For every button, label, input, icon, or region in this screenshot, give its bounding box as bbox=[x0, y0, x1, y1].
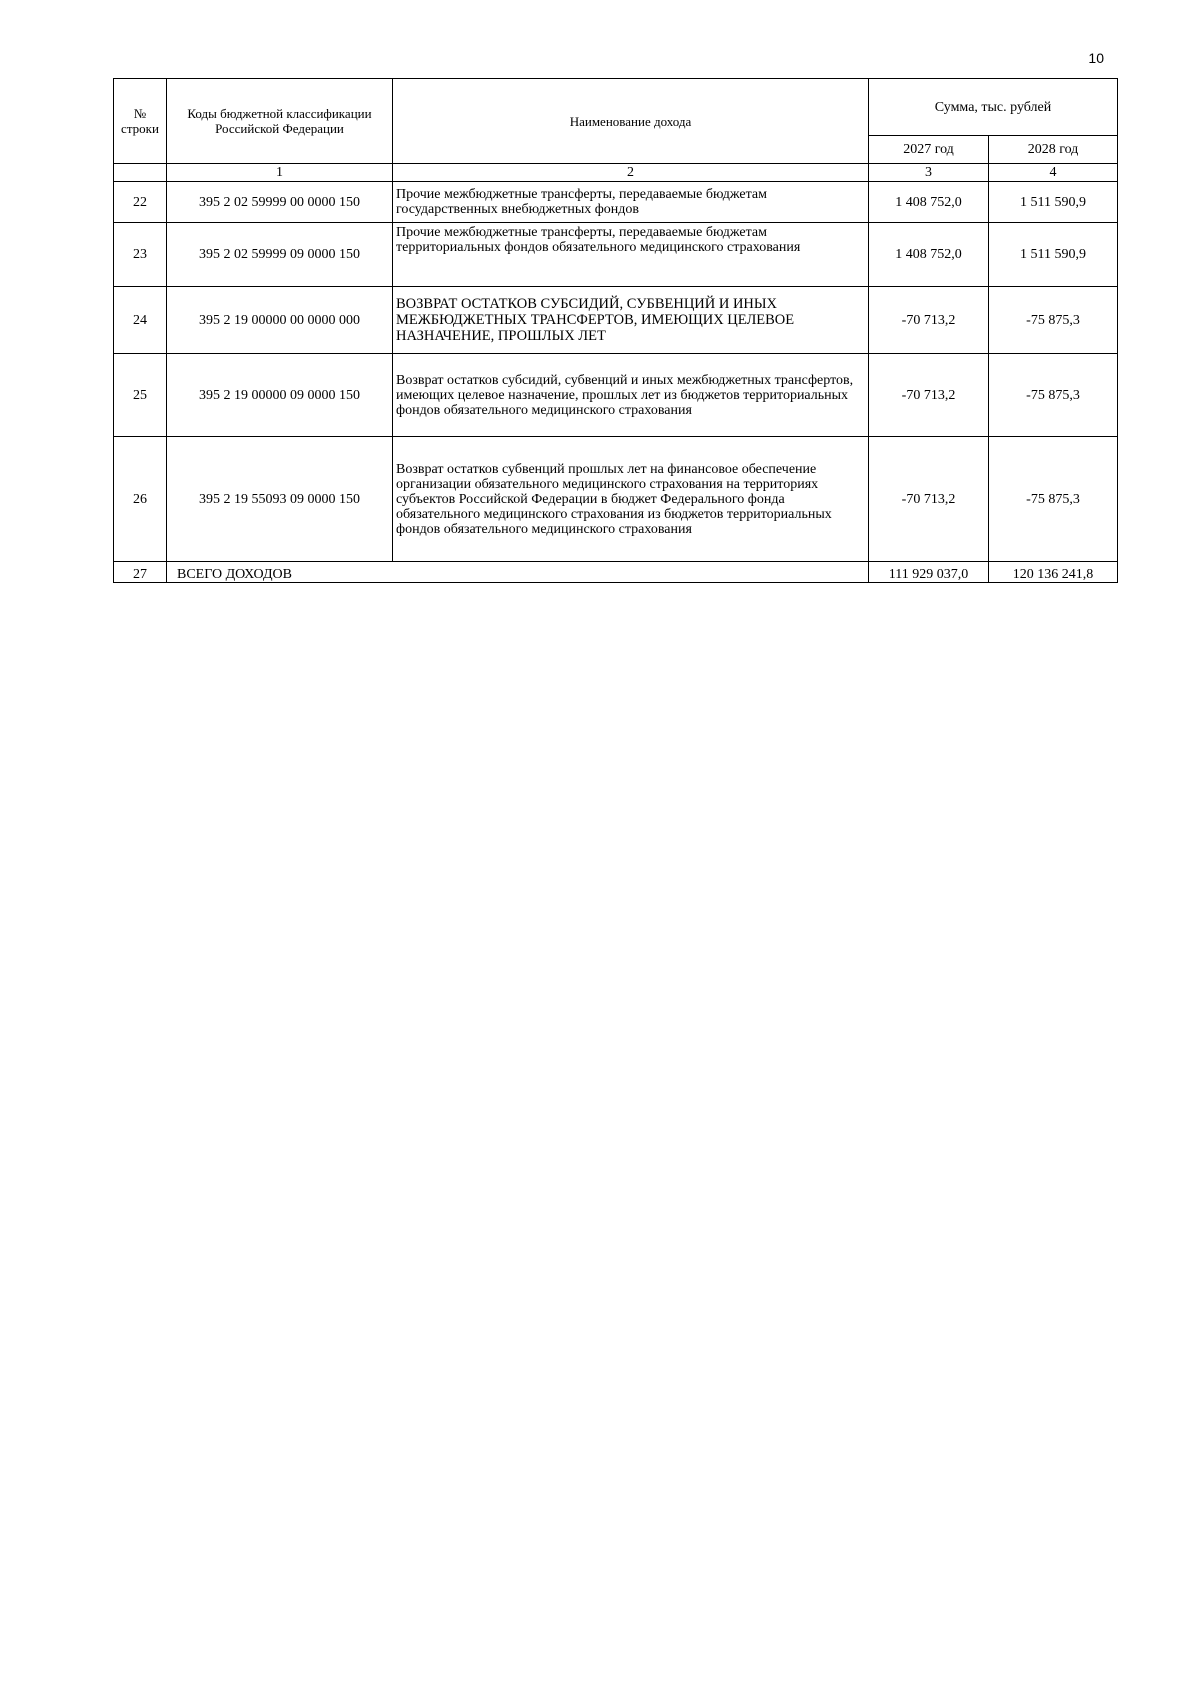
header-sum: Сумма, тыс. рублей bbox=[869, 79, 1118, 136]
total-row bbox=[114, 562, 1118, 583]
row-name: Прочие межбюджетные трансферты, передаваемые бюджетам государственных внебюджетных фондов bbox=[393, 182, 869, 223]
row-code: 395 2 19 00000 09 0000 150 bbox=[167, 354, 393, 437]
row-value-2027: 1 408 752,0 bbox=[869, 223, 989, 287]
header-year-2027: 2027 год bbox=[869, 136, 989, 164]
column-number: 4 bbox=[989, 164, 1118, 182]
row-name: Возврат остатков субвенций прошлых лет на финансовое обеспечение организации обязательного медицинского страхования на территориях субъектов Российской Федерации в бюджет Федерального фонда обязательного медицинского страхования из бюджетов территориальных фондов обязательного медицинского страхования bbox=[393, 437, 869, 562]
header-revenue-name: Наименование дохода bbox=[393, 79, 869, 164]
row-code: 395 2 02 59999 00 0000 150 bbox=[167, 182, 393, 223]
row-name: ВОЗВРАТ ОСТАТКОВ СУБСИДИЙ, СУБВЕНЦИЙ И ИНЫХ МЕЖБЮДЖЕТНЫХ ТРАНСФЕРТОВ, ИМЕЮЩИХ ЦЕЛЕВОЕ НАЗНАЧЕНИЕ, ПРОШЛЫХ ЛЕТ bbox=[393, 287, 869, 354]
revenue-table bbox=[113, 78, 1118, 583]
row-code: 395 2 19 55093 09 0000 150 bbox=[167, 437, 393, 562]
column-number: 1 bbox=[167, 164, 393, 182]
row-name: Возврат остатков субсидий, субвенций и иных межбюджетных трансфертов, имеющих целевое назначение, прошлых лет из бюджетов территориальных фондов обязательного медицинского страхования bbox=[393, 354, 869, 437]
row-number: 25 bbox=[114, 354, 167, 437]
total-label: ВСЕГО ДОХОДОВ bbox=[167, 562, 869, 583]
total-row-number: 27 bbox=[114, 562, 167, 583]
header-budget-codes: Коды бюджетной классификации Российской Федерации bbox=[167, 79, 393, 164]
total-value-2028: 120 136 241,8 bbox=[989, 562, 1118, 583]
row-value-2028: 1 511 590,9 bbox=[989, 182, 1118, 223]
row-name: Прочие межбюджетные трансферты, передаваемые бюджетам территориальных фондов обязательного медицинского страхования bbox=[393, 223, 869, 287]
table-row bbox=[114, 223, 1118, 287]
row-number: 22 bbox=[114, 182, 167, 223]
column-number-blank bbox=[114, 164, 167, 182]
row-code: 395 2 02 59999 09 0000 150 bbox=[167, 223, 393, 287]
column-number: 3 bbox=[869, 164, 989, 182]
header-year-2028: 2028 год bbox=[989, 136, 1118, 164]
row-value-2027: 1 408 752,0 bbox=[869, 182, 989, 223]
row-value-2027: -70 713,2 bbox=[869, 354, 989, 437]
page-number: 10 bbox=[1088, 50, 1104, 66]
row-value-2027: -70 713,2 bbox=[869, 287, 989, 354]
row-value-2028: -75 875,3 bbox=[989, 354, 1118, 437]
row-number: 26 bbox=[114, 437, 167, 562]
row-number: 23 bbox=[114, 223, 167, 287]
table-row bbox=[114, 354, 1118, 437]
row-number: 24 bbox=[114, 287, 167, 354]
total-value-2027: 111 929 037,0 bbox=[869, 562, 989, 583]
row-value-2028: -75 875,3 bbox=[989, 437, 1118, 562]
table-row bbox=[114, 287, 1118, 354]
header-row-number: № строки bbox=[114, 79, 167, 164]
table-row bbox=[114, 182, 1118, 223]
row-value-2028: 1 511 590,9 bbox=[989, 223, 1118, 287]
row-value-2027: -70 713,2 bbox=[869, 437, 989, 562]
row-value-2028: -75 875,3 bbox=[989, 287, 1118, 354]
column-number: 2 bbox=[393, 164, 869, 182]
row-code: 395 2 19 00000 00 0000 000 bbox=[167, 287, 393, 354]
table-row bbox=[114, 437, 1118, 562]
